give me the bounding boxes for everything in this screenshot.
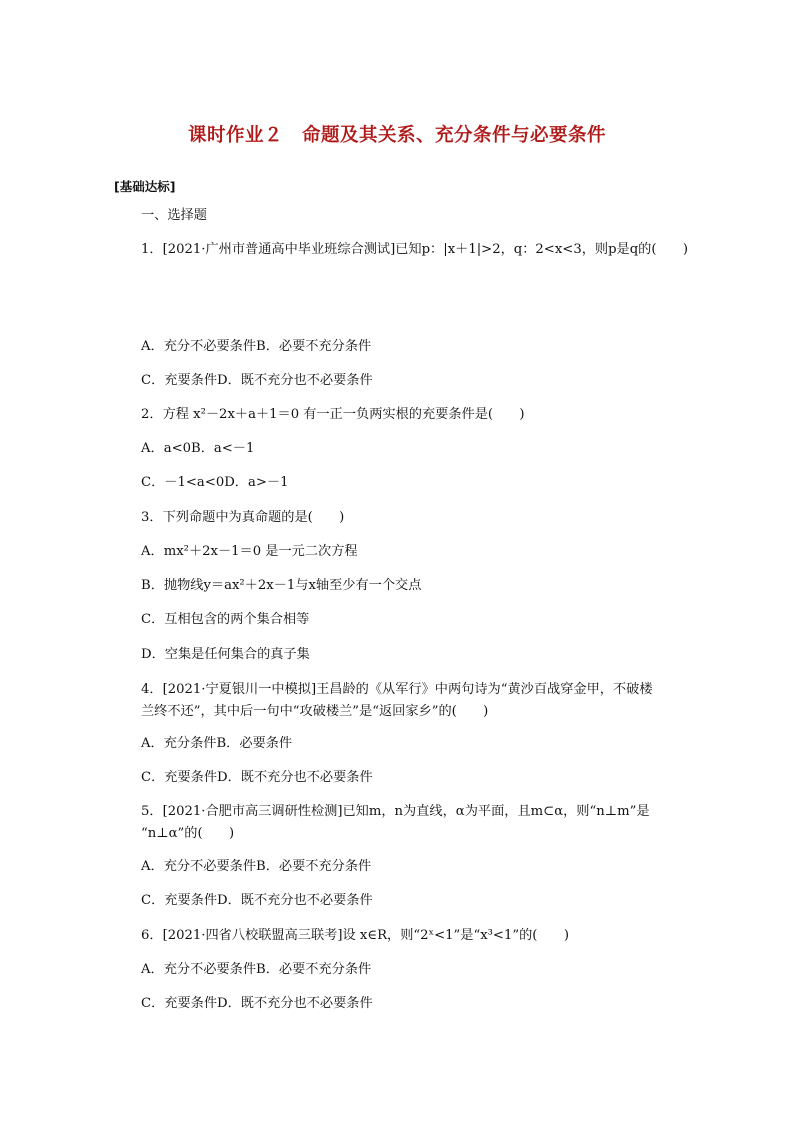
question-1-option-cd: C．充要条件D．既不充分也不必要条件 (141, 373, 373, 388)
question-3-option-c: C．互相包含的两个集合相等 (141, 612, 310, 627)
question-3-option-d: D．空集是任何集合的真子集 (141, 647, 310, 662)
page-title: 课时作业２ 命题及其关系、充分条件与必要条件 (187, 125, 606, 146)
question-5-option-cd: C．充要条件D．既不充分也不必要条件 (141, 893, 373, 908)
question-5-option-ab: A．充分不必要条件B．必要不充分条件 (141, 859, 372, 874)
question-2-stem: 2．方程 x²－2x＋a＋1＝0 有一正一负两实根的充要条件是( ) (141, 407, 525, 422)
subsection-heading: 一、选择题 (141, 208, 207, 223)
section-label: [基础达标] (114, 179, 176, 194)
question-6-option-cd: C．充要条件D．既不充分也不必要条件 (141, 996, 373, 1011)
question-6-option-ab: A．充分不必要条件B．必要不充分条件 (141, 962, 372, 977)
question-2-option-ab: A．a<0B．a<－1 (141, 441, 255, 456)
question-4-option-cd: C．充要条件D．既不充分也不必要条件 (141, 770, 373, 785)
question-4-stem: 4．[2021·宁夏银川一中模拟]王昌龄的《从军行》中两句诗为“黄沙百战穿金甲，不破楼 (141, 682, 653, 697)
question-3-option-b: B．抛物线y＝ax²＋2x－1与x轴至少有一个交点 (141, 578, 422, 593)
question-4-stem-continued: 兰终不还”，其中后一句中“攻破楼兰”是“返回家乡”的( ) (141, 704, 489, 719)
question-5-stem-continued: “n⊥α”的( ) (141, 826, 235, 841)
question-3-option-a: A．mx²＋2x－1＝0 是一元二次方程 (141, 544, 358, 559)
question-6-stem: 6．[2021·四省八校联盟高三联考]设 x∈R，则“2ˣ<1”是“x³<1”的( ) (141, 928, 569, 943)
question-1-stem: 1．[2021·广州市普通高中毕业班综合测试]已知p：|x＋1|>2，q：2<x<3，则p是q的( ) (141, 242, 689, 257)
question-5-stem: 5．[2021·合肥市高三调研性检测]已知m，n为直线，α为平面，且m⊂α，则“n⊥m”是 (141, 804, 650, 819)
question-2-option-cd: C．－1<a<0D．a>－1 (141, 475, 289, 490)
question-4-option-ab: A．充分条件B．必要条件 (141, 736, 293, 751)
question-3-stem: 3．下列命题中为真命题的是( ) (141, 510, 345, 525)
question-1-option-ab: A．充分不必要条件B．必要不充分条件 (141, 339, 372, 354)
